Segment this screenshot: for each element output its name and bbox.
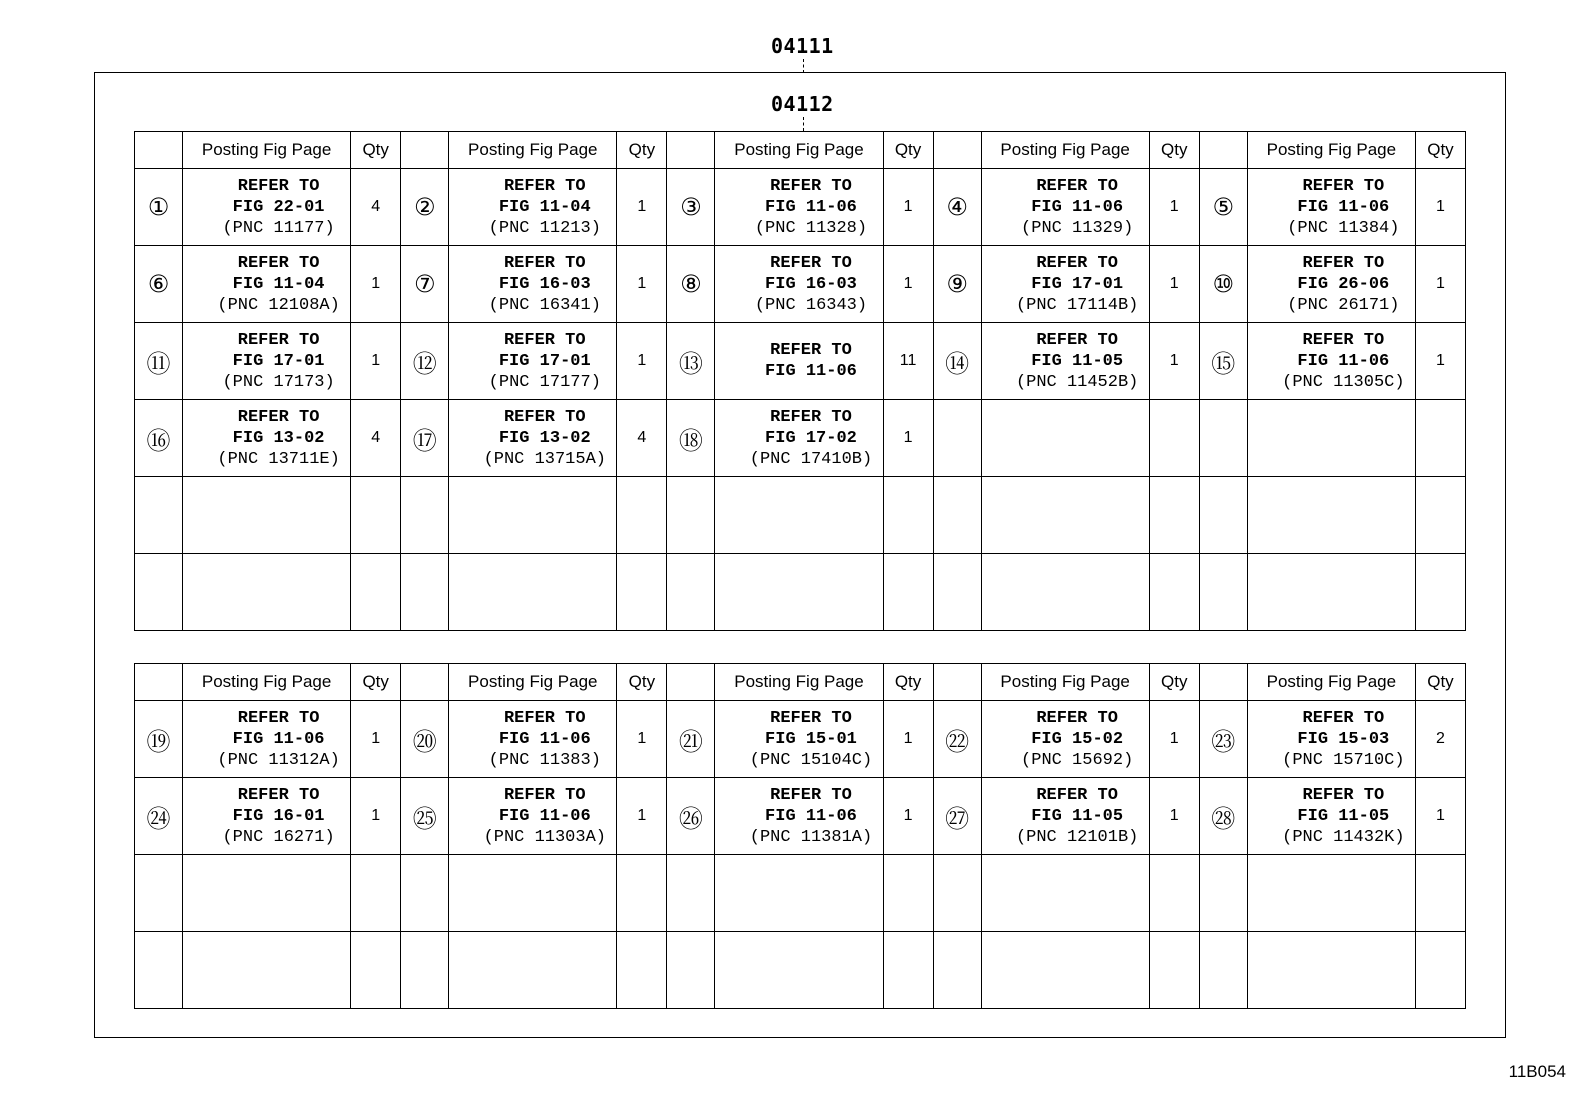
item-number [667, 855, 715, 932]
reference-line: REFER TO [770, 253, 852, 273]
item-number: ⑬ [667, 323, 715, 400]
item-number: ② [401, 169, 449, 246]
posting-reference [183, 855, 351, 932]
item-number: ㉕ [401, 778, 449, 855]
item-number [1199, 400, 1247, 477]
item-number [1199, 855, 1247, 932]
quantity [1415, 400, 1465, 477]
reference-line: REFER TO [770, 407, 852, 427]
item-number: ㉘ [1199, 778, 1247, 855]
posting-reference [1247, 932, 1415, 1009]
reference-line: FIG 15-03 [1297, 729, 1390, 749]
item-number [933, 554, 981, 631]
item-number [1199, 477, 1247, 554]
posting-reference [183, 477, 351, 554]
reference-line: FIG 16-01 [232, 806, 325, 826]
item-number: ⑳ [401, 701, 449, 778]
posting-reference [183, 246, 351, 323]
header-number [667, 664, 715, 701]
header-number [1199, 664, 1247, 701]
quantity: 1 [1149, 701, 1199, 778]
reference-line: REFER TO [770, 176, 852, 196]
table-row [135, 701, 1466, 778]
table-row [135, 323, 1466, 400]
table-row [135, 400, 1466, 477]
item-number [933, 477, 981, 554]
header-posting-fig-page: Posting Fig Page [981, 132, 1149, 169]
reference-line: (PNC 12108A) [217, 295, 340, 315]
reference-line: FIG 16-03 [765, 274, 857, 294]
reference-line: (PNC 16343) [754, 295, 868, 315]
reference-line: FIG 11-05 [1297, 806, 1390, 826]
header-number [401, 664, 449, 701]
posting-reference [981, 169, 1149, 246]
reference-line: REFER TO [237, 176, 320, 196]
reference-line: REFER TO [1302, 176, 1385, 196]
reference-line: (PNC 15692) [1021, 750, 1134, 770]
quantity: 1 [883, 246, 933, 323]
reference-line: REFER TO [237, 407, 320, 427]
quantity [351, 554, 401, 631]
item-number [135, 932, 183, 1009]
posting-reference [981, 554, 1149, 631]
quantity: 1 [1415, 169, 1465, 246]
posting-reference [449, 778, 617, 855]
reference-line: FIG 11-06 [765, 362, 857, 381]
header-qty: Qty [1149, 132, 1199, 169]
quantity: 1 [883, 701, 933, 778]
reference-line: REFER TO [770, 708, 852, 728]
reference-line: FIG 11-06 [1297, 351, 1390, 371]
quantity: 1 [1415, 778, 1465, 855]
quantity [883, 932, 933, 1009]
assembly-label-outer: 04111 [771, 34, 834, 58]
header-posting-fig-page: Posting Fig Page [981, 664, 1149, 701]
reference-line: REFER TO [1036, 785, 1118, 805]
quantity: 1 [351, 778, 401, 855]
posting-reference [981, 855, 1149, 932]
header-qty: Qty [883, 132, 933, 169]
item-number: ⑭ [933, 323, 981, 400]
posting-reference [981, 932, 1149, 1009]
reference-line: (PNC 11432K) [1282, 827, 1405, 847]
quantity: 11 [883, 323, 933, 400]
reference-line: REFER TO [1302, 708, 1385, 728]
item-number [1199, 554, 1247, 631]
quantity [617, 932, 667, 1009]
reference-line: FIG 15-02 [1031, 729, 1124, 749]
quantity [351, 477, 401, 554]
reference-line: REFER TO [237, 708, 320, 728]
assembly-label-inner: 04112 [771, 92, 834, 116]
reference-line: FIG 11-05 [1031, 806, 1124, 826]
quantity: 1 [617, 323, 667, 400]
quantity [351, 932, 401, 1009]
reference-line: REFER TO [503, 253, 586, 273]
item-number: ⑤ [1199, 169, 1247, 246]
table-row [135, 246, 1466, 323]
reference-line: REFER TO [503, 785, 586, 805]
quantity [1149, 932, 1199, 1009]
posting-reference [183, 932, 351, 1009]
reference-line: REFER TO [770, 341, 852, 360]
quantity [1415, 554, 1465, 631]
posting-reference [183, 400, 351, 477]
reference-line: FIG 17-01 [1031, 274, 1124, 294]
item-number [933, 400, 981, 477]
reference-line: REFER TO [237, 253, 320, 273]
posting-reference [715, 323, 883, 400]
posting-reference [715, 246, 883, 323]
quantity: 1 [351, 246, 401, 323]
header-posting-fig-page: Posting Fig Page [183, 132, 351, 169]
quantity [1415, 477, 1465, 554]
reference-line: FIG 11-06 [498, 806, 591, 826]
posting-reference [449, 477, 617, 554]
header-qty: Qty [883, 664, 933, 701]
reference-line: FIG 17-02 [765, 428, 857, 448]
quantity: 1 [1149, 778, 1199, 855]
posting-reference [183, 554, 351, 631]
reference-line: (PNC 11383) [488, 750, 601, 770]
quantity: 1 [1149, 323, 1199, 400]
quantity [1149, 400, 1199, 477]
reference-line: FIG 16-03 [498, 274, 591, 294]
quantity: 1 [617, 778, 667, 855]
reference-line: FIG 17-01 [232, 351, 325, 371]
table-header-row [135, 664, 1466, 701]
header-qty: Qty [617, 132, 667, 169]
table-header-row [135, 132, 1466, 169]
quantity [617, 855, 667, 932]
item-number: ⑪ [135, 323, 183, 400]
illustration-code: 11B054 [1508, 1062, 1566, 1081]
reference-line: (PNC 15104C) [749, 750, 873, 770]
reference-line: REFER TO [503, 708, 586, 728]
item-number [401, 855, 449, 932]
reference-line: (PNC 11384) [1287, 218, 1400, 238]
item-number: ⑩ [1199, 246, 1247, 323]
item-number: ③ [667, 169, 715, 246]
posting-reference [1247, 554, 1415, 631]
reference-line: (PNC 11303A) [483, 827, 606, 847]
item-number: ㉖ [667, 778, 715, 855]
reference-line: FIG 11-06 [765, 806, 857, 826]
item-number: ㉑ [667, 701, 715, 778]
reference-line: FIG 11-06 [765, 197, 857, 217]
posting-reference [715, 932, 883, 1009]
header-number [1199, 132, 1247, 169]
leader-line-inner [803, 117, 804, 131]
posting-reference [449, 554, 617, 631]
posting-reference [981, 400, 1149, 477]
quantity: 1 [351, 323, 401, 400]
item-number: ⑫ [401, 323, 449, 400]
quantity [883, 554, 933, 631]
reference-line: REFER TO [1036, 176, 1118, 196]
reference-line: REFER TO [503, 176, 586, 196]
reference-line: (PNC 11213) [488, 218, 601, 238]
table-row [135, 554, 1466, 631]
reference-line: (PNC 26171) [1287, 295, 1400, 315]
header-qty: Qty [1415, 132, 1465, 169]
quantity: 1 [1415, 323, 1465, 400]
posting-reference [1247, 246, 1415, 323]
quantity: 4 [617, 400, 667, 477]
posting-reference [183, 323, 351, 400]
reference-line: (PNC 17114B) [1015, 295, 1139, 315]
reference-line: REFER TO [770, 785, 852, 805]
posting-reference [449, 701, 617, 778]
reference-line: FIG 11-05 [1031, 351, 1124, 371]
reference-line: FIG 17-01 [498, 351, 591, 371]
quantity: 2 [1415, 701, 1465, 778]
quantity [1149, 477, 1199, 554]
reference-line: (PNC 12101B) [1015, 827, 1139, 847]
posting-reference [715, 169, 883, 246]
reference-line: (PNC 11328) [754, 218, 868, 238]
posting-reference [1247, 778, 1415, 855]
table-row [135, 169, 1466, 246]
posting-reference [715, 554, 883, 631]
quantity: 4 [351, 400, 401, 477]
parts-table-top [134, 131, 1466, 631]
header-posting-fig-page: Posting Fig Page [449, 132, 617, 169]
reference-line: REFER TO [1036, 330, 1118, 350]
quantity: 1 [883, 400, 933, 477]
quantity [883, 477, 933, 554]
table-row [135, 778, 1466, 855]
item-number: ⑧ [667, 246, 715, 323]
reference-line: REFER TO [237, 785, 320, 805]
posting-reference [715, 855, 883, 932]
reference-line: REFER TO [237, 330, 320, 350]
item-number: ⑰ [401, 400, 449, 477]
header-qty: Qty [1149, 664, 1199, 701]
item-number: ⑨ [933, 246, 981, 323]
reference-line: FIG 15-01 [765, 729, 857, 749]
reference-line: (PNC 16341) [488, 295, 601, 315]
posting-reference [449, 169, 617, 246]
reference-line: FIG 11-06 [498, 729, 591, 749]
item-number [667, 932, 715, 1009]
reference-line: FIG 13-02 [232, 428, 325, 448]
item-number: ⑲ [135, 701, 183, 778]
header-posting-fig-page: Posting Fig Page [1247, 664, 1415, 701]
reference-line: (PNC 13715A) [483, 449, 606, 469]
posting-reference [1247, 701, 1415, 778]
reference-line: REFER TO [503, 407, 586, 427]
reference-line: REFER TO [1036, 253, 1118, 273]
header-qty: Qty [351, 132, 401, 169]
reference-line: REFER TO [1302, 785, 1385, 805]
item-number [135, 855, 183, 932]
reference-line: (PNC 11312A) [217, 750, 340, 770]
posting-reference [715, 701, 883, 778]
reference-line: (PNC 15710C) [1282, 750, 1405, 770]
leader-line-outer [803, 59, 804, 73]
quantity: 1 [1149, 169, 1199, 246]
item-number [401, 932, 449, 1009]
quantity [1415, 855, 1465, 932]
item-number [401, 554, 449, 631]
quantity [1149, 554, 1199, 631]
quantity [883, 855, 933, 932]
reference-line: FIG 26-06 [1297, 274, 1390, 294]
header-number [135, 132, 183, 169]
reference-line: REFER TO [1036, 708, 1118, 728]
reference-line: REFER TO [1302, 330, 1385, 350]
reference-line: (PNC 17410B) [749, 449, 873, 469]
posting-reference [1247, 400, 1415, 477]
posting-reference [715, 400, 883, 477]
posting-reference [981, 778, 1149, 855]
posting-reference [715, 778, 883, 855]
item-number: ㉔ [135, 778, 183, 855]
posting-reference [1247, 855, 1415, 932]
quantity: 1 [617, 701, 667, 778]
reference-line: FIG 11-06 [1297, 197, 1390, 217]
posting-reference [1247, 323, 1415, 400]
quantity [1149, 855, 1199, 932]
quantity [351, 855, 401, 932]
quantity [617, 554, 667, 631]
posting-reference [449, 323, 617, 400]
header-posting-fig-page: Posting Fig Page [715, 664, 883, 701]
reference-line: FIG 11-06 [1031, 197, 1124, 217]
quantity: 4 [351, 169, 401, 246]
posting-reference [715, 477, 883, 554]
reference-line: (PNC 13711E) [217, 449, 340, 469]
header-qty: Qty [1415, 664, 1465, 701]
item-number: ⑦ [401, 246, 449, 323]
header-number [401, 132, 449, 169]
item-number [667, 477, 715, 554]
posting-reference [981, 323, 1149, 400]
reference-line: (PNC 17173) [222, 372, 335, 392]
posting-reference [183, 701, 351, 778]
quantity: 1 [351, 701, 401, 778]
posting-reference [449, 932, 617, 1009]
header-posting-fig-page: Posting Fig Page [1247, 132, 1415, 169]
item-number: ④ [933, 169, 981, 246]
item-number: ⑱ [667, 400, 715, 477]
reference-line: (PNC 11305C) [1282, 372, 1405, 392]
quantity [617, 477, 667, 554]
item-number: ⑮ [1199, 323, 1247, 400]
header-posting-fig-page: Posting Fig Page [449, 664, 617, 701]
reference-line: (PNC 11177) [222, 218, 335, 238]
posting-reference [1247, 169, 1415, 246]
reference-line: REFER TO [1302, 253, 1385, 273]
header-number [933, 664, 981, 701]
quantity [1415, 932, 1465, 1009]
item-number [401, 477, 449, 554]
quantity: 1 [1415, 246, 1465, 323]
posting-reference [981, 701, 1149, 778]
item-number [1199, 932, 1247, 1009]
parts-table-bottom [134, 663, 1466, 1009]
header-number [933, 132, 981, 169]
item-number [667, 554, 715, 631]
item-number [135, 554, 183, 631]
posting-reference [449, 855, 617, 932]
header-posting-fig-page: Posting Fig Page [183, 664, 351, 701]
quantity: 1 [1149, 246, 1199, 323]
posting-reference [1247, 477, 1415, 554]
table-row [135, 855, 1466, 932]
posting-reference [183, 169, 351, 246]
reference-line: (PNC 11329) [1021, 218, 1134, 238]
posting-reference [981, 246, 1149, 323]
posting-reference [981, 477, 1149, 554]
posting-reference [183, 778, 351, 855]
table-row [135, 477, 1466, 554]
item-number [933, 932, 981, 1009]
item-number: ㉒ [933, 701, 981, 778]
item-number: ① [135, 169, 183, 246]
item-number: ㉗ [933, 778, 981, 855]
reference-line: FIG 11-04 [498, 197, 591, 217]
reference-line: (PNC 17177) [488, 372, 601, 392]
reference-line: FIG 11-06 [232, 729, 325, 749]
item-number: ⑯ [135, 400, 183, 477]
posting-reference [449, 400, 617, 477]
item-number [933, 855, 981, 932]
quantity: 1 [883, 778, 933, 855]
item-number: ㉓ [1199, 701, 1247, 778]
header-posting-fig-page: Posting Fig Page [715, 132, 883, 169]
reference-line: FIG 22-01 [232, 197, 325, 217]
quantity: 1 [617, 246, 667, 323]
reference-line: FIG 13-02 [498, 428, 591, 448]
reference-line: (PNC 11452B) [1015, 372, 1139, 392]
quantity: 1 [883, 169, 933, 246]
reference-line: FIG 11-04 [232, 274, 325, 294]
header-qty: Qty [351, 664, 401, 701]
header-qty: Qty [617, 664, 667, 701]
reference-line: REFER TO [503, 330, 586, 350]
posting-reference [449, 246, 617, 323]
header-number [667, 132, 715, 169]
item-number [135, 477, 183, 554]
header-number [135, 664, 183, 701]
reference-line: (PNC 16271) [222, 827, 335, 847]
table-row [135, 932, 1466, 1009]
reference-line: (PNC 11381A) [749, 827, 873, 847]
item-number: ⑥ [135, 246, 183, 323]
quantity: 1 [617, 169, 667, 246]
